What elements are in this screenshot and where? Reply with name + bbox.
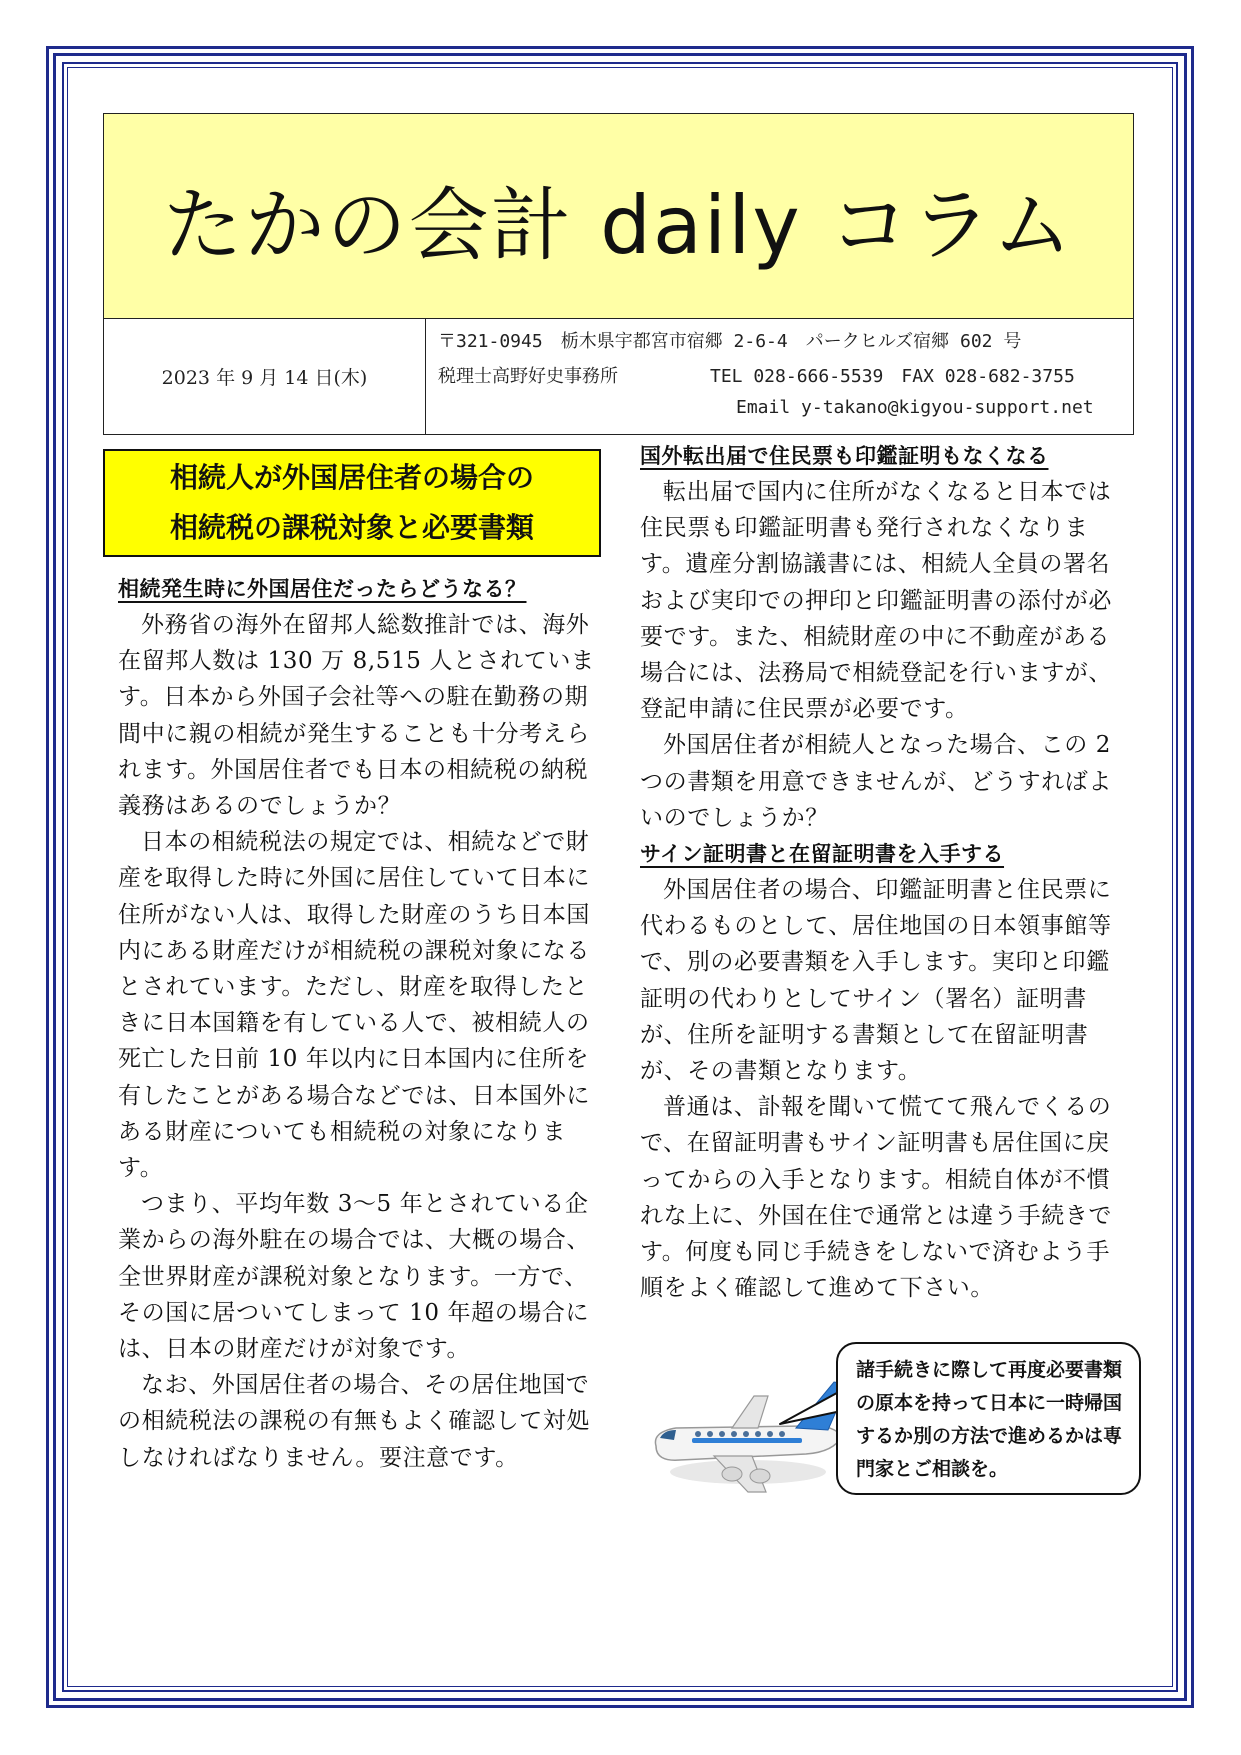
paragraph: 外国居住者の場合、印鑑証明書と住民票に代わるものとして、居住地国の日本領事館等で、別の必要書類を入手します。実印と印鑑証明の代わりとしてサイン（署名）証明書が、住所を証明する書類として在留証明書が、その書類となります。: [640, 877, 1112, 1085]
paragraph: なお、外国居住者の場合、その居住地国での相続税法の課税の有無もよく確認して対処しなければなりません。要注意です。: [118, 1372, 590, 1471]
office-phone-fax: TEL 028-666-5539 FAX 028-682-3755: [710, 366, 1075, 387]
section-heading-foreign-residence: 相続発生時に外国居住だったらどうなる？: [118, 577, 527, 601]
masthead-title: たかの会計 daily コラム: [162, 178, 1075, 272]
section-heading-signature-certificate: サイン証明書と在留証明書を入手する: [640, 842, 1005, 867]
paragraph: 外国居住者が相続人となった場合、この 2 つの書類を用意できませんが、どうすればよいのでしょうか？: [640, 732, 1112, 831]
paragraph: 日本の相続税法の規定では、相続などで財産を取得した時に外国に居住していて日本に住所がない人は、取得した財産のうち日本国内にある財産だけが相続税の課税対象になるとされています。ただし、財産を取得したときに日本国籍を有している人で、被相続人の死亡した日前 10 年以内に日本国内に住所を有したことがある場合などでは、日本国外にある財産についても相続税の対象になります。: [118, 829, 590, 1182]
paragraph: つまり、平均年数 3〜5 年とされている企業からの海外駐在の場合では、大概の場合、全世界財産が課税対象となります。一方で、その国に居ついてしまって 10 年超の場合には、日本の財産だけが対象です。: [118, 1191, 590, 1363]
masthead: [104, 114, 1133, 319]
header-box: [103, 113, 1134, 435]
paragraph: 普通は、訃報を聞いて慌てて飛んでくるので、在留証明書もサイン証明書も居住国に戻ってからの入手となります。相続自体が不慣れな上に、外国在住で通常とは違う手続きです。何度も同じ手続きをしないで済むよう手順をよく確認して進めて下さい。: [640, 1094, 1112, 1302]
left-column: [118, 571, 606, 1476]
paragraph: 外務省の海外在留邦人総数推計では、海外在留邦人数は 130 万 8,515 人とされています。日本から外国子会社等への駐在勤務の期間中に親の相続が発生することも十分考えられます。外国居住者でも日本の相続税の納税義務はあるのでしょうか？: [118, 612, 595, 820]
section-heading-emigration-notice: 国外転出届で住民票も印鑑証明もなくなる: [640, 444, 1049, 468]
office-name: 税理士高野好史事務所: [438, 366, 618, 387]
paragraph: 転出届で国内に住所がなくなると日本では住民票も印鑑証明書も発行されなくなります。遺産分割協議書には、相続人全員の署名および実印での押印と印鑑証明書の添付が必要です。また、相続財産の中に不動産がある場合には、法務局で相続登記を行いますが、登記申請に住民票が必要です。: [640, 479, 1112, 723]
right-column: [640, 438, 1128, 1306]
feature-title-line-2: 相続税の課税対象と必要書類: [169, 511, 534, 544]
office-info: [426, 319, 1133, 434]
feature-title-line-1: 相続人が外国居住者の場合の: [169, 461, 534, 494]
speech-bubble: 諸手続きに際して再度必要書類の原本を持って日本に一時帰国するか別の方法で進めるかは専門家とご相談を。: [836, 1342, 1141, 1495]
office-email[interactable]: Email y-takano@kigyou-support.net: [736, 397, 1094, 418]
feature-title-box: [103, 449, 601, 557]
office-address: 〒321-0945 栃木県宇都宮市宿郷 2-6-4 パークヒルズ宿郷 602 号: [438, 331, 1022, 352]
issue-date: 2023 年 9 月 14 日(木): [104, 319, 426, 434]
